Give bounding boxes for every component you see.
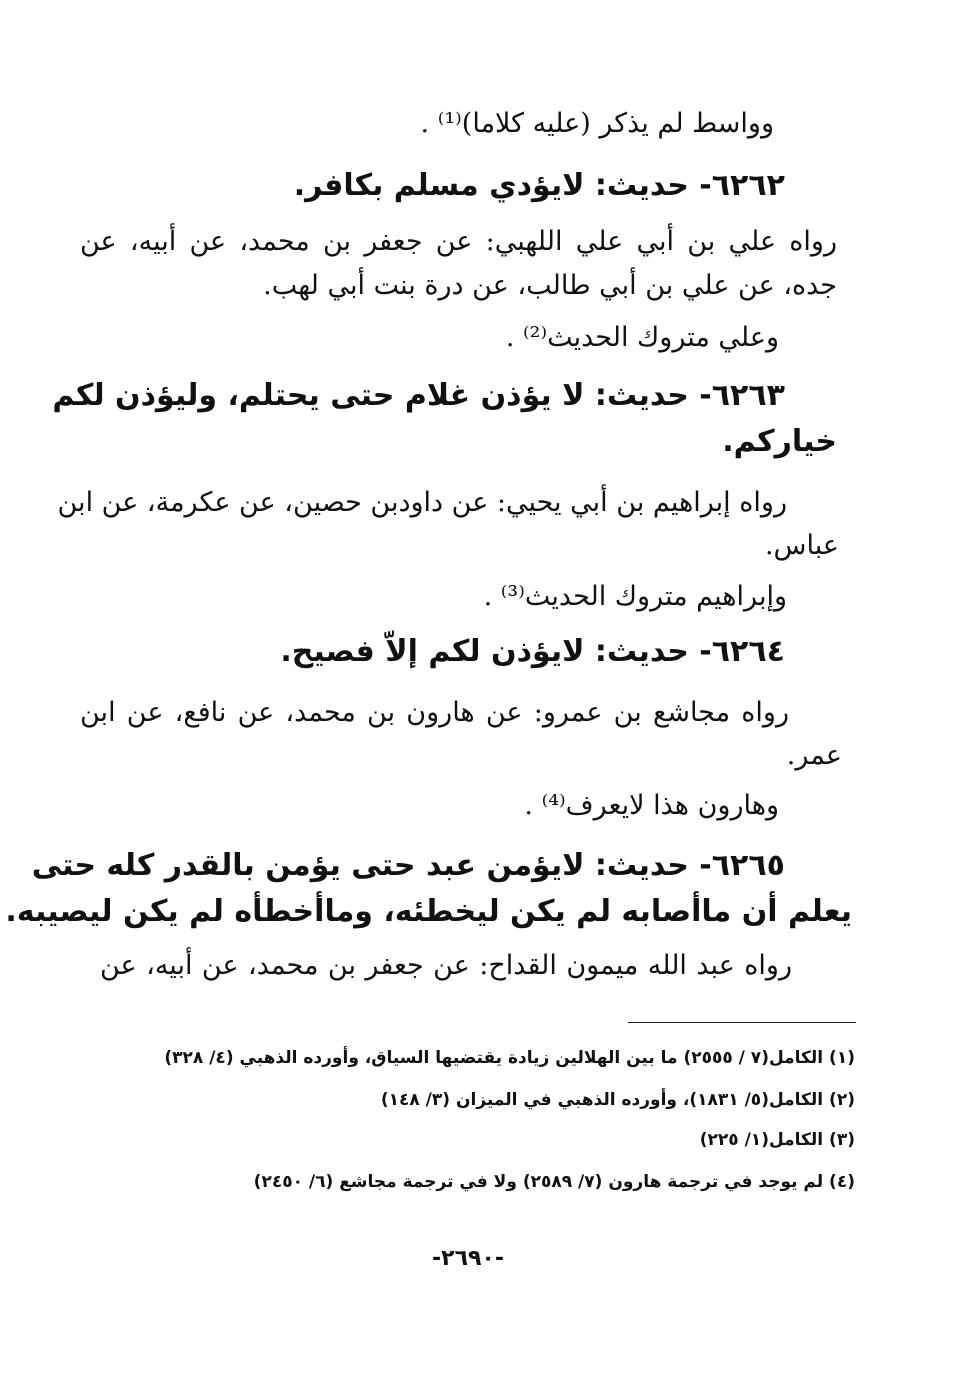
text-line: عباس. [764,530,839,561]
hadith-heading-6262: ٦٢٦٢- حديث: لايؤدي مسلم بكافر. [293,168,785,203]
footnote-3: (٣) الكامل(١/ ٢٢٥) [699,1130,855,1150]
footnote-4: (٤) لم يوجد في ترجمة هارون (٧/ ٢٥٨٩) ولا في ترجمة مجاشع (٦/ ٢٤٥٠) [253,1172,855,1192]
footnote-separator [628,1022,856,1023]
text-line: وهارون هذا لايعرف⁽⁴⁾ . [524,790,779,821]
text-line: جده، عن علي بن أبي طالب، عن درة بنت أبي لهب. [263,270,837,301]
text-line: وواسط لم يذكر (عليه كلاما)⁽¹⁾ . [420,108,774,139]
hadith-heading-6263-cont: خياركم. [722,424,837,459]
text-line: رواه مجاشع بن عمرو: عن هارون بن محمد، عن نافع، عن ابن [80,697,789,728]
text-line: وإبراهيم متروك الحديث⁽³⁾ . [483,581,787,612]
hadith-heading-6264: ٦٢٦٤- حديث: لايؤذن لكم إلاّ فصيح. [280,634,785,669]
text-line: رواه إبراهيم بن أبي يحيي: عن داودبن حصين، عن عكرمة، عن ابن [57,487,787,518]
footnote-1: (١) الكامل(٧ / ٢٥٥٥) ما بين الهلالين زيادة يقتضيها السياق، وأورده الذهبي (٤/ ٣٢٨) [164,1048,855,1068]
hadith-heading-6265-cont: يعلم أن ماأصابه لم يكن ليخطئه، وماأخطأه لم يكن ليصيبه. [5,894,852,929]
text-line: عمر. [786,740,842,771]
text-line: وعلي متروك الحديث⁽²⁾ . [505,322,779,353]
page-number: -٢٦٩٠- [432,1246,504,1271]
hadith-heading-6265: ٦٢٦٥- حديث: لايؤمن عبد حتى يؤمن بالقدر كله حتى [31,848,785,883]
hadith-heading-6263: ٦٢٦٣- حديث: لا يؤذن غلام حتى يحتلم، وليؤذن لكم [52,378,785,413]
text-line: رواه عبد الله ميمون القداح: عن جعفر بن محمد، عن أبيه، عن [100,950,792,981]
text-line: رواه علي بن أبي علي اللهبي: عن جعفر بن محمد، عن أبيه، عن [80,226,837,257]
footnote-2: (٢) الكامل(٥/ ١٨٣١)، وأورده الذهبي في الميزان (٣/ ١٤٨) [380,1090,855,1110]
